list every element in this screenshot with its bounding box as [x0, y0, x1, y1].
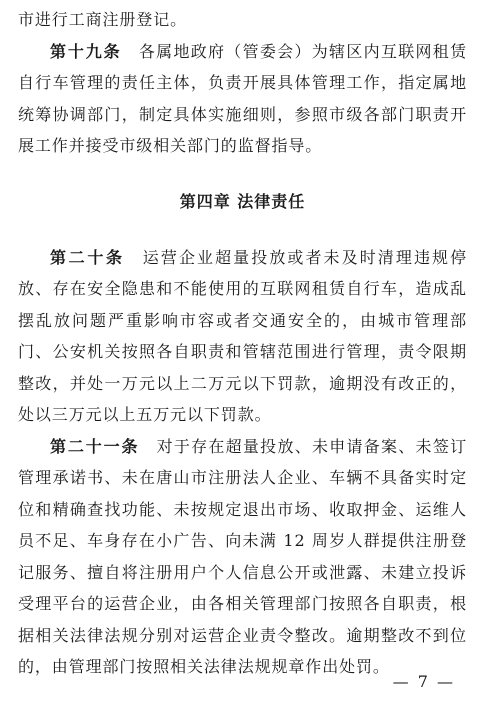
page-number: — 7 — — [392, 672, 455, 691]
article-19-number: 第十九条 — [50, 41, 122, 61]
article-19-paragraph — [18, 36, 467, 162]
article-21-paragraph — [18, 431, 467, 683]
continuation-paragraph: 市进行工商注册登记。 — [18, 10, 188, 29]
article-19-text: 各属地政府（管委会）为辖区内互联网租赁自行车管理的责任主体，负责开展具体管理工作，指定属地统筹协调部门，制定具体实施细则，参照市级各部门职责开展工作并接受市级相关部门的监督指导。 — [18, 41, 467, 155]
article-21-text: 对于存在超量投放、未申请备案、未签订管理承诺书、未在唐山市注册法人企业、车辆不具备实时定位和精确查找功能、未按规定退出市场、收取押金、运维人员不足、车身存在小广告、向未满 12 周岁人群提供注册登记服务、擅自将注册用户个人信息公开或泄露、未建立投诉受理平台的运营企业，由各相关管理部门按照各自职责，根据相关法律法规分别对运营企业责令整改。逾期整改不到位的，由管理部门按照相关法律法规规章作出处罚。 — [18, 436, 467, 676]
chapter-title: 第四章 法律责任 — [179, 191, 306, 211]
article-20-paragraph — [18, 242, 467, 431]
article-20-text: 运营企业超量投放或者未及时清理违规停放、存在安全隐患和不能使用的互联网租赁自行车，造成乱摆乱放问题严重影响市容或者交通安全的，由城市管理部门、公安机关按照各自职责和管辖范围进行管理，责令限期整改，并处一万元以上二万元以下罚款，逾期没有改正的，处以三万元以上五万元以下罚款。 — [18, 247, 467, 424]
article-21-number: 第二十一条 — [50, 436, 140, 456]
article-20-number: 第二十条 — [50, 247, 125, 267]
